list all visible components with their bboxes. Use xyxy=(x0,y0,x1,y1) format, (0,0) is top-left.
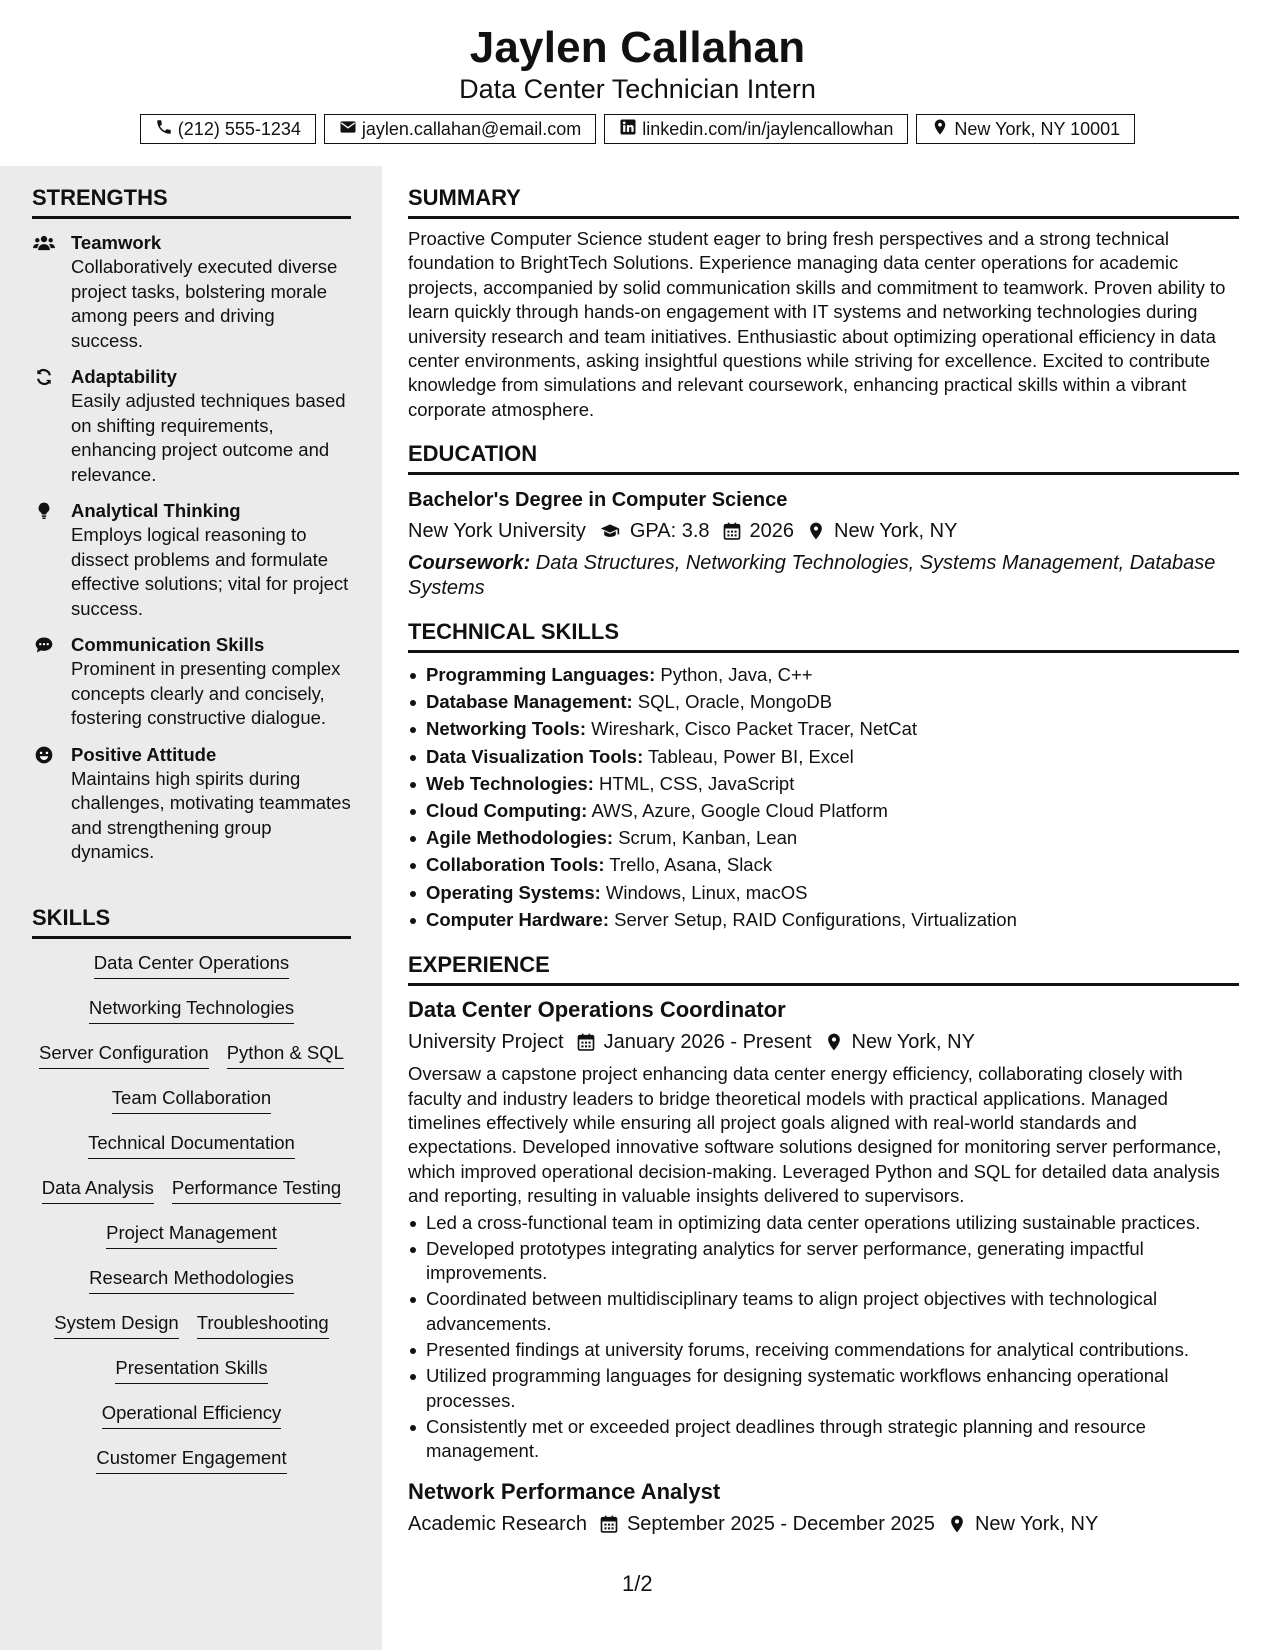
skill-tag: Presentation Skills xyxy=(115,1356,267,1384)
calendar-icon xyxy=(599,1514,619,1534)
job-1-location: New York, NY xyxy=(851,1031,975,1054)
technical-skills-heading: TECHNICAL SKILLS xyxy=(408,618,1239,653)
technical-skill-item xyxy=(408,824,1239,851)
strength-item xyxy=(32,743,351,865)
skill-tag: Python & SQL xyxy=(227,1041,344,1069)
job-2-location: New York, NY xyxy=(974,1512,1099,1535)
skills-list xyxy=(32,951,351,1491)
job-1-bullet: Coordinated between multidisciplinary teams to align project objectives with technological advancements. xyxy=(408,1287,1239,1336)
technical-skill-label: Cloud Computing: xyxy=(426,800,588,822)
job-1-bullet: Utilized programming languages for designing systematic workflows enhancing operational processes. xyxy=(408,1364,1239,1413)
skills-section xyxy=(32,904,351,1491)
job-1-bullet: Consistently met or exceeded project deadlines through strategic planning and resource management. xyxy=(408,1415,1239,1464)
technical-skill-value: Tableau, Power BI, Excel xyxy=(643,745,854,767)
map-pin-icon xyxy=(947,1514,967,1534)
strength-description: Collaboratively executed diverse project tasks, bolstering morale among peers and driving success. xyxy=(71,256,338,351)
contact-linkedin-text: linkedin.com/in/jaylencallowhan xyxy=(642,118,894,139)
job-1-title: Data Center Operations Coordinator xyxy=(408,997,786,1023)
strength-title: Communication Skills xyxy=(71,634,265,655)
technical-skills-section xyxy=(408,618,1239,933)
strength-item xyxy=(32,499,351,621)
gpa: GPA: 3.8 xyxy=(629,520,710,543)
strength-title: Adaptability xyxy=(71,366,177,387)
skill-tag: Customer Engagement xyxy=(96,1446,286,1474)
page-number: 1/2 xyxy=(622,1571,653,1596)
job-1-org: University Project xyxy=(408,1031,564,1054)
technical-skill-value: Trello, Asana, Slack xyxy=(604,854,773,876)
job-1-bullet: Presented findings at university forums, receiving commendations for analytical contributions. xyxy=(408,1338,1239,1362)
technical-skill-value: Python, Java, C++ xyxy=(655,664,813,686)
users-icon xyxy=(32,233,56,253)
coursework-list: Data Structures, Networking Technologies, Systems Management, Database Systems xyxy=(408,552,1216,599)
contact-location-text: New York, NY 10001 xyxy=(954,118,1121,139)
graduation-cap-icon xyxy=(598,521,622,541)
job-1-description: Oversaw a capstone project enhancing data center energy efficiency, collaborating closely with faculty and industry leaders to bridge theoretical models with practical applications. Managed timelines effectively while ensuring all project goals aligned with real-world standards and expectations. Developed innovative software solutions designed for monitoring server performance, which improved operational decision-making. Leveraged Python and SQL for detailed data analysis and reporting, resulting in valuable insights delivered to supervisors. xyxy=(408,1063,1222,1207)
technical-skill-value: Windows, Linux, macOS xyxy=(600,881,808,903)
technical-skill-label: Collaboration Tools: xyxy=(426,854,605,876)
technical-skill-label: Operating Systems: xyxy=(426,881,601,903)
strength-description: Prominent in presenting complex concepts clearly and concisely, fostering constructive dialogue. xyxy=(71,658,341,728)
education-heading: EDUCATION xyxy=(408,440,1239,475)
school-name: New York University xyxy=(408,520,586,543)
technical-skill-item xyxy=(408,770,1239,797)
resume-header xyxy=(0,0,1275,166)
technical-skill-label: Database Management: xyxy=(426,691,633,713)
strength-description: Employs logical reasoning to dissect problems and formulate effective solutions; vital for project success. xyxy=(71,524,349,619)
map-pin-icon xyxy=(806,521,826,541)
strength-item xyxy=(32,365,351,487)
graduation-year: 2026 xyxy=(749,520,795,543)
skill-tag: Team Collaboration xyxy=(112,1086,271,1114)
education-section xyxy=(408,440,1239,600)
job-1-bullet: Led a cross-functional team in optimizing data center operations utilizing sustainable practices. xyxy=(408,1211,1239,1235)
technical-skill-label: Computer Hardware: xyxy=(426,908,609,930)
technical-skill-label: Programming Languages: xyxy=(426,664,656,686)
strength-title: Teamwork xyxy=(71,232,162,253)
technical-skills-list xyxy=(408,661,1239,933)
technical-skill-item xyxy=(408,715,1239,742)
calendar-icon xyxy=(576,1032,596,1052)
technical-skill-label: Web Technologies: xyxy=(426,772,594,794)
comment-dots-icon xyxy=(32,635,56,655)
phone-icon xyxy=(155,118,173,141)
calendar-icon xyxy=(722,521,742,541)
strengths-section xyxy=(32,184,351,865)
summary-text: Proactive Computer Science student eager to bring fresh perspectives and a strong technical foundation to BrightTech Solutions. Experience managing data center operations for academic projects, accompanied by solid communication skills and commitment to teamwork. Proven ability to learn quickly through hands-on engagement with IT systems and networking technologies during university research and team initiatives. Enthusiastic about optimizing operational efficiency in data center environments, asking insightful questions while striving for excellence. Excited to contribute knowledge from simulations and relevant coursework, enhancing practical skills within a vibrant corporate atmosphere. xyxy=(408,228,1226,420)
technical-skill-item xyxy=(408,906,1239,933)
sync-icon xyxy=(32,367,56,387)
technical-skill-value: AWS, Azure, Google Cloud Platform xyxy=(587,800,888,822)
map-pin-icon xyxy=(931,118,949,141)
linkedin-icon xyxy=(619,118,637,141)
technical-skill-value: Scrum, Kanban, Lean xyxy=(613,827,798,849)
technical-skill-item xyxy=(408,661,1239,688)
strength-description: Maintains high spirits during challenges, motivating teammates and strengthening group dynamics. xyxy=(71,767,351,862)
skill-tag: Data Analysis xyxy=(42,1176,154,1204)
strength-item xyxy=(32,633,351,731)
contact-email[interactable] xyxy=(324,114,596,144)
skill-tag: Project Management xyxy=(106,1221,277,1249)
technical-skill-value: HTML, CSS, JavaScript xyxy=(593,772,795,794)
sidebar xyxy=(0,166,382,1650)
contact-location xyxy=(916,114,1135,144)
lightbulb-icon xyxy=(32,501,56,521)
contact-email-text: jaylen.callahan@email.com xyxy=(361,118,582,139)
experience-section xyxy=(408,951,1239,1537)
job-2-dates: September 2025 - December 2025 xyxy=(626,1512,935,1535)
main-content xyxy=(408,166,1239,1538)
job-1-dates: January 2026 - Present xyxy=(603,1031,812,1054)
skill-tag: Networking Technologies xyxy=(89,996,294,1024)
skill-tag: Server Configuration xyxy=(39,1041,209,1069)
job-1-meta xyxy=(408,1028,1239,1056)
skill-tag: Operational Efficiency xyxy=(102,1401,282,1429)
job-1-bullets xyxy=(408,1211,1239,1464)
education-meta xyxy=(408,517,1239,545)
coursework xyxy=(408,551,1239,600)
technical-skill-value: Wireshark, Cisco Packet Tracer, NetCat xyxy=(586,718,918,740)
contact-row xyxy=(0,114,1275,144)
strengths-heading: STRENGTHS xyxy=(32,184,351,219)
coursework-label: Coursework: xyxy=(408,552,531,575)
technical-skill-item xyxy=(408,688,1239,715)
strength-title: Analytical Thinking xyxy=(71,500,241,521)
candidate-name: Jaylen Callahan xyxy=(469,23,806,72)
job-title: Data Center Technician Intern xyxy=(459,74,816,104)
technical-skill-item xyxy=(408,797,1239,824)
technical-skill-item xyxy=(408,851,1239,878)
map-pin-icon xyxy=(824,1032,844,1052)
strength-item xyxy=(32,231,351,353)
skills-heading: SKILLS xyxy=(32,904,351,939)
job-2-org: Academic Research xyxy=(408,1512,587,1535)
skill-tag: Technical Documentation xyxy=(88,1131,295,1159)
technical-skill-label: Agile Methodologies: xyxy=(426,827,614,849)
school-location: New York, NY xyxy=(834,520,958,543)
job-2-meta xyxy=(408,1510,1239,1538)
skill-tag: Troubleshooting xyxy=(197,1311,329,1339)
job-2-title: Network Performance Analyst xyxy=(408,1478,721,1504)
summary-section xyxy=(408,184,1239,422)
contact-linkedin[interactable] xyxy=(604,114,908,144)
technical-skill-item xyxy=(408,879,1239,906)
technical-skill-value: Server Setup, RAID Configurations, Virtualization xyxy=(608,908,1017,930)
strength-description: Easily adjusted techniques based on shifting requirements, enhancing project outcome and relevance. xyxy=(71,390,346,485)
envelope-icon xyxy=(339,118,357,141)
summary-heading: SUMMARY xyxy=(408,184,1239,219)
smile-icon xyxy=(32,745,56,765)
skill-tag: Data Center Operations xyxy=(94,951,289,979)
technical-skill-value: SQL, Oracle, MongoDB xyxy=(632,691,833,713)
job-1-bullet: Developed prototypes integrating analytics for server performance, generating impactful improvements. xyxy=(408,1237,1239,1286)
contact-phone-text: (212) 555-1234 xyxy=(177,118,301,139)
technical-skill-label: Data Visualization Tools: xyxy=(426,745,644,767)
technical-skill-label: Networking Tools: xyxy=(426,718,586,740)
skill-tag: System Design xyxy=(54,1311,178,1339)
contact-phone[interactable] xyxy=(140,114,316,144)
experience-heading: EXPERIENCE xyxy=(408,951,1239,986)
degree-title: Bachelor's Degree in Computer Science xyxy=(408,489,788,512)
skill-tag: Research Methodologies xyxy=(89,1266,294,1294)
technical-skill-item xyxy=(408,743,1239,770)
skill-tag: Performance Testing xyxy=(172,1176,341,1204)
strength-title: Positive Attitude xyxy=(71,743,217,765)
